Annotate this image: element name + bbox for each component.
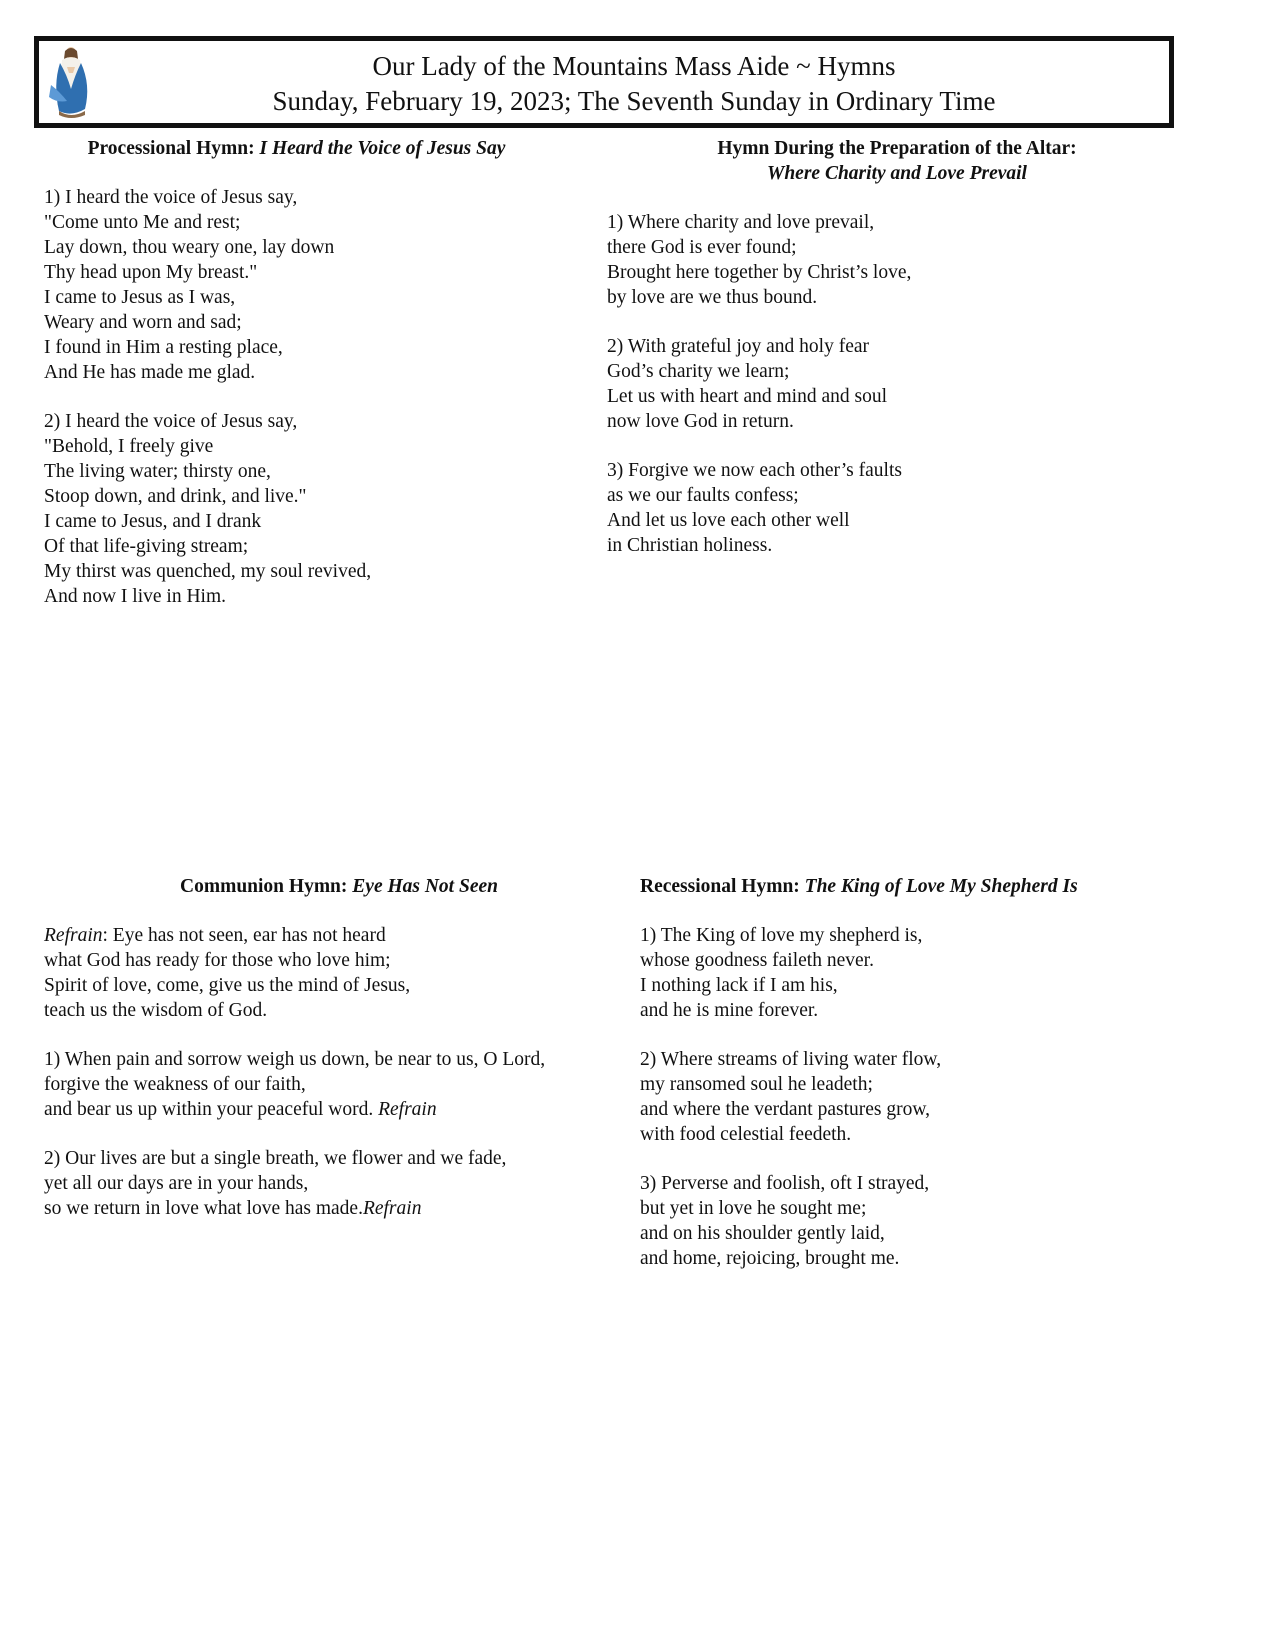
verse-line: "Come unto Me and rest; (44, 212, 241, 233)
verse-line: what God has ready for those who love him; (44, 950, 391, 971)
verse-line: 2) With grateful joy and holy fear (607, 336, 870, 357)
verse-line: 3) Perverse and foolish, oft I strayed, (640, 1173, 930, 1194)
verse-line: in Christian holiness. (607, 535, 773, 556)
refrain-cue: Refrain (378, 1099, 437, 1120)
verse-line: I nothing lack if I am his, (640, 975, 838, 996)
verse-line: now love God in return. (607, 411, 794, 432)
verse-line: and where the verdant pastures grow, (640, 1099, 931, 1120)
recessional-hymn (640, 874, 1200, 1271)
processional-name: I Heard the Voice of Jesus Say (259, 138, 506, 159)
offertory-verse-2 (607, 334, 1207, 434)
verse-last-line: so we return in love what love has made. (44, 1198, 363, 1219)
verse-line: whose goodness faileth never. (640, 950, 874, 971)
verse-line: I came to Jesus as I was, (44, 287, 236, 308)
offertory-label: Hymn During the Preparation of the Altar: (717, 138, 1077, 159)
verse-line: by love are we thus bound. (607, 287, 818, 308)
verse-line: and he is mine forever. (640, 1000, 819, 1021)
verse-line: And now I live in Him. (44, 586, 226, 607)
communion-verse-2 (44, 1146, 604, 1221)
recessional-verse-2 (640, 1047, 1200, 1147)
verse-line: 1) The King of love my shepherd is, (640, 925, 923, 946)
offertory-name: Where Charity and Love Prevail (767, 163, 1027, 184)
verse-line: "Behold, I freely give (44, 436, 214, 457)
verse-line: there God is ever found; (607, 237, 797, 258)
verse-line: but yet in love he sought me; (640, 1198, 867, 1219)
recessional-name: The King of Love My Shepherd Is (804, 876, 1078, 897)
verse-line: Stoop down, and drink, and live." (44, 486, 307, 507)
verse-line: Thy head upon My breast." (44, 262, 258, 283)
verse-line: Lay down, thou weary one, lay down (44, 237, 335, 258)
verse-line: I found in Him a resting place, (44, 337, 283, 358)
verse-line: I came to Jesus, and I drank (44, 511, 262, 532)
verse-line: 1) When pain and sorrow weigh us down, be near to us, O Lord, (44, 1049, 546, 1070)
verse-line: Let us with heart and mind and soul (607, 386, 887, 407)
verse-line: My thirst was quenched, my soul revived, (44, 561, 372, 582)
offertory-hymn (607, 136, 1207, 558)
verse-line: 1) Where charity and love prevail, (607, 212, 875, 233)
verse-last-line: and bear us up within your peaceful word. (44, 1099, 379, 1120)
verse-line: Weary and worn and sad; (44, 312, 242, 333)
verse-line (44, 1196, 604, 1221)
verse-line: 2) I heard the voice of Jesus say, (44, 411, 298, 432)
verse-line: And He has made me glad. (44, 362, 256, 383)
verse-line: yet all our days are in your hands, (44, 1173, 309, 1194)
verse-line: 1) I heard the voice of Jesus say, (44, 187, 298, 208)
header-date: Sunday, February 19, 2023; The Seventh Sunday in Ordinary Time (272, 86, 996, 116)
communion-hymn (44, 874, 604, 1221)
offertory-title (587, 136, 1207, 186)
communion-name: Eye Has Not Seen (352, 876, 498, 897)
verse-line: with food celestial feedeth. (640, 1124, 852, 1145)
communion-refrain (44, 923, 604, 1023)
recessional-verse-1 (640, 923, 1200, 1023)
communion-label: Communion Hymn: (180, 876, 353, 897)
communion-verse-1 (44, 1047, 604, 1122)
verse-line: my ransomed soul he leadeth; (640, 1074, 873, 1095)
verse-line: Of that life-giving stream; (44, 536, 249, 557)
verse-line: forgive the weakness of our faith, (44, 1074, 306, 1095)
verse-line (44, 923, 604, 948)
verse-line: Brought here together by Christ’s love, (607, 262, 912, 283)
verse-line: and home, rejoicing, brought me. (640, 1248, 900, 1269)
verse-line: Spirit of love, come, give us the mind of Jesus, (44, 975, 411, 996)
verse-line: And let us love each other well (607, 510, 850, 531)
processional-label: Processional Hymn: (87, 138, 260, 159)
verse-line: 2) Our lives are but a single breath, we flower and we fade, (44, 1148, 507, 1169)
recessional-title (540, 874, 1200, 899)
offertory-verse-3 (607, 458, 1207, 558)
verse-line: 3) Forgive we now each other’s faults (607, 460, 902, 481)
offertory-verse-1 (607, 210, 1207, 310)
refrain-label: Refrain (44, 925, 103, 946)
verse-line: as we our faults confess; (607, 485, 799, 506)
processional-title (44, 136, 549, 161)
verse-line: 2) Where streams of living water flow, (640, 1049, 942, 1070)
recessional-verse-3 (640, 1171, 1200, 1271)
verse-line: and on his shoulder gently laid, (640, 1223, 885, 1244)
processional-hymn (44, 136, 604, 609)
recessional-label: Recessional Hymn: (640, 876, 805, 897)
verse-line: God’s charity we learn; (607, 361, 790, 382)
verse-line: teach us the wisdom of God. (44, 1000, 268, 1021)
verse-line: The living water; thirsty one, (44, 461, 271, 482)
refrain-cue: Refrain (362, 1198, 422, 1219)
verse-line (44, 1097, 604, 1122)
refrain-first-line: : Eye has not seen, ear has not heard (102, 925, 386, 946)
processional-verse-1 (44, 185, 604, 385)
processional-verse-2 (44, 409, 604, 609)
header-box (34, 36, 1174, 128)
header-title: Our Lady of the Mountains Mass Aide ~ Hymns (372, 51, 896, 81)
madonna-statue-icon (45, 45, 95, 119)
